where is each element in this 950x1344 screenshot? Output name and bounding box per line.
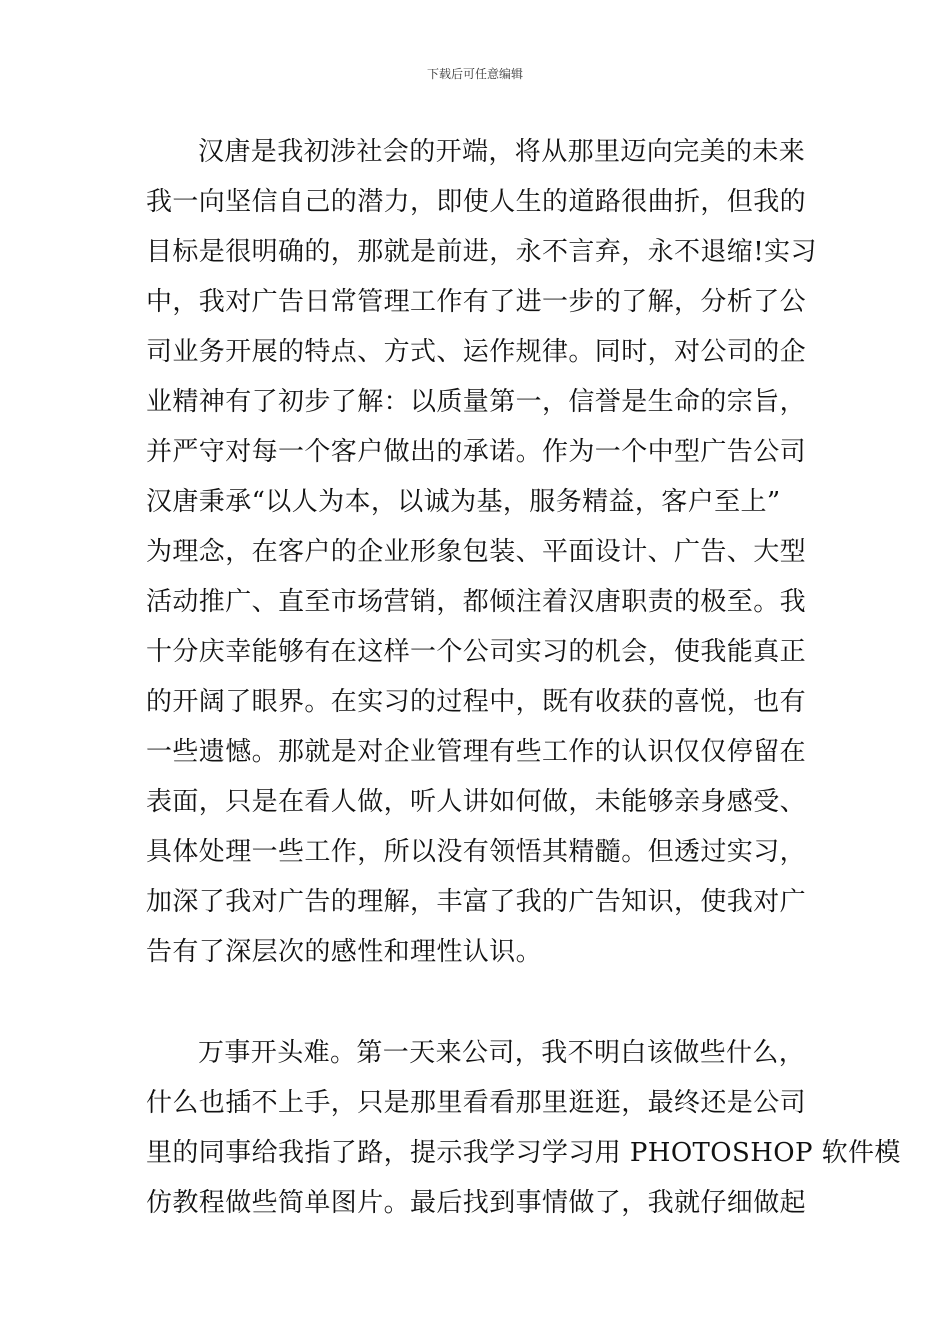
paragraph-2-line-2: 什么也插不上手，只是那里看看那里逛逛，最终还是公司 — [146, 1088, 807, 1118]
paragraph-1-line-9: 为理念，在客户的企业形象包装、平面设计、广告、大型 — [146, 537, 807, 567]
paragraph-2-line-1: 万事开头难。第一天来公司，我不明白该做些什么， — [198, 1038, 806, 1068]
paragraph-1-line-13: 一些遗憾。那就是对企业管理有些工作的认识仅仅停留在 — [146, 737, 807, 767]
paragraph-1-line-1: 汉唐是我初涉社会的开端，将从那里迈向完美的未来 — [198, 137, 806, 167]
paragraph-1-line-14: 表面，只是在看人做，听人讲如何做，未能够亲身感受、 — [146, 787, 807, 817]
paragraph-1-line-17: 告有了深层次的感性和理性认识。 — [146, 937, 543, 967]
paragraph-1-line-3: 目标是很明确的，那就是前进，永不言弃，永不退缩!实习 — [146, 237, 817, 267]
paragraph-1-line-8: 汉唐秉承“以人为本，以诚为基，服务精益，客户至上” — [146, 487, 781, 517]
paragraph-1-line-16: 加深了我对广告的理解，丰富了我的广告知识，使我对广 — [146, 887, 807, 917]
header-note: 下载后可任意编辑 — [426, 67, 523, 81]
paragraph-1-line-12: 的开阔了眼界。在实习的过程中，既有收获的喜悦，也有 — [146, 687, 807, 717]
paragraph-1-line-5: 司业务开展的特点、方式、运作规律。同时，对公司的企 — [146, 337, 807, 367]
paragraph-2-line-3: 里的同事给我指了路，提示我学习学习用 PHOTOSHOP 软件模 — [146, 1138, 901, 1168]
paragraph-1-line-11: 十分庆幸能够有在这样一个公司实习的机会，使我能真正 — [146, 637, 807, 667]
paragraph-1-line-6: 业精神有了初步了解：以质量第一，信誉是生命的宗旨， — [146, 387, 807, 417]
paragraph-1-line-2: 我一向坚信自己的潜力，即使人生的道路很曲折，但我的 — [146, 187, 807, 217]
paragraph-1-line-10: 活动推广、直至市场营销，都倾注着汉唐职责的极至。我 — [146, 587, 807, 617]
paragraph-1-line-15: 具体处理一些工作，所以没有领悟其精髓。但透过实习， — [146, 837, 807, 867]
paragraph-2-line-4: 仿教程做些简单图片。最后找到事情做了，我就仔细做起 — [146, 1188, 807, 1218]
paragraph-1-line-4: 中，我对广告日常管理工作有了进一步的了解，分析了公 — [146, 287, 807, 317]
paragraph-1-line-7: 并严守对每一个客户做出的承诺。作为一个中型广告公司 — [146, 437, 807, 467]
